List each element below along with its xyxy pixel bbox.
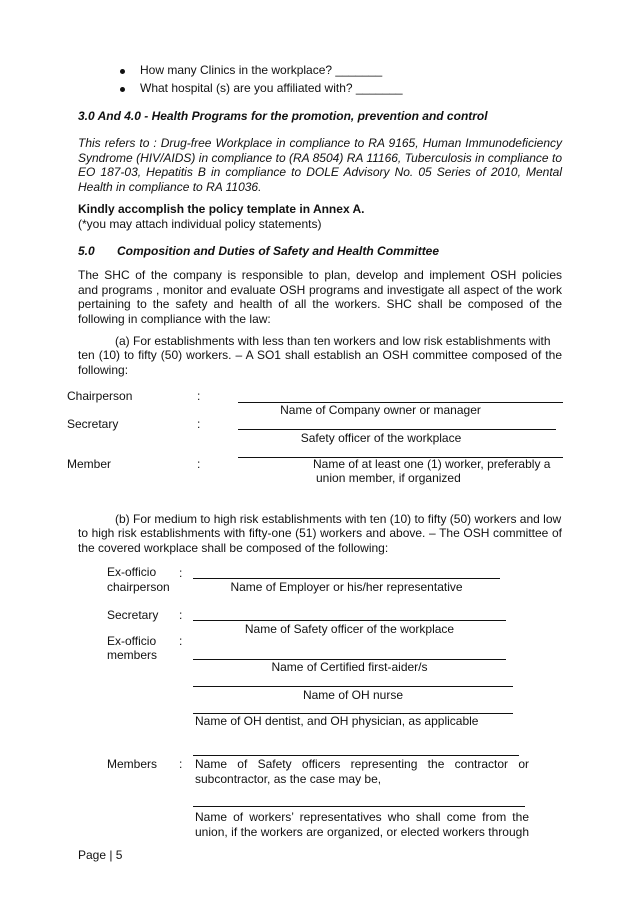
members-colon: : [179, 757, 183, 771]
member-colon: : [197, 457, 201, 471]
member-caption: union member, if organized [316, 471, 461, 485]
section-5-line: The SHC of the company is responsible to plan, develop and implement OSH policies [78, 268, 562, 282]
members-signature-line [193, 755, 519, 756]
member-label: Member [67, 457, 112, 471]
members-label: Members [107, 757, 158, 771]
safety-officers-caption [195, 757, 529, 786]
members-caption-line: Name of Safety officers representing the contractor or [195, 757, 529, 771]
section-5-title: Composition and Duties of Safety and Health Committee [117, 244, 440, 258]
section-5-number: 5.0 [78, 244, 95, 258]
members-caption-line: union, if the workers are organized, or elected workers through [195, 824, 529, 839]
ex-officio-chair-label: Ex-officio [107, 565, 157, 579]
chairperson-colon: : [197, 389, 201, 403]
section-3-body [78, 136, 562, 194]
oh-nurse-caption: Name of OH nurse [302, 688, 404, 702]
section-3-line: Syndrome (HIV/AIDS) in compliance to (RA 8504) RA 11166, Tuberculosis in compliance to [78, 150, 562, 165]
secretary-colon: : [197, 417, 201, 431]
ex-officio-members-label: members [107, 648, 158, 662]
page-number: Page | 5 [78, 848, 123, 862]
bullet-dot [120, 87, 125, 92]
members-caption-line: Name of workers’ representatives who shall come from the [195, 810, 529, 824]
b-secretary-signature-line [193, 620, 506, 621]
b-secretary-colon: : [179, 608, 183, 622]
section-5-intro [78, 268, 562, 326]
ex-officio-chair-colon: : [179, 566, 183, 580]
bullet-dot [120, 69, 125, 74]
section-5-line: and programs , monitor and evaluate OSH programs and investigate all aspect of the work [78, 282, 562, 297]
secretary-caption: Safety officer of the workplace [300, 431, 462, 445]
workers-rep-caption [195, 810, 529, 839]
ex-officio-chair-signature-line [193, 578, 500, 579]
oh-nurse-signature-line [193, 686, 513, 687]
chairperson-caption: Name of Company owner or manager [280, 403, 481, 417]
section-3-line: Health in compliance to RA 11036. [78, 179, 262, 194]
ex-officio-chair-caption: Name of Employer or his/her representative [230, 580, 463, 594]
section-3-heading: 3.0 And 4.0 - Health Programs for the promotion, prevention and control [78, 109, 488, 123]
section-5-line: pertaining to the safety and health of all the workers. SHC shall be composed of the [78, 297, 562, 312]
part-a-line: (a) For establishments with less than ten workers and low risk establishments with [115, 334, 551, 348]
clinics-question: How many Clinics in the workplace? _______ [140, 63, 383, 77]
policy-instruction: Kindly accomplish the policy template in Annex A. [78, 202, 365, 216]
part-a-body [78, 348, 562, 377]
secretary-signature-line [238, 429, 556, 430]
b-secretary-caption: Name of Safety officer of the workplace [244, 622, 455, 636]
part-b-body [78, 526, 562, 555]
part-b-line: the covered workplace shall be composed of the following: [78, 540, 389, 555]
part-a-line: following: [78, 362, 129, 377]
part-a-line: ten (10) to fifty (50) workers. – A SO1 shall establish an OSH committee composed of the [78, 348, 562, 362]
part-b-line: (b) For medium to high risk establishments with ten (10) to fifty (50) workers and low [115, 512, 562, 526]
ex-officio-members-label: Ex-officio [107, 634, 157, 648]
oh-dentist-caption: Name of OH dentist, and OH physician, as applicable [195, 714, 479, 728]
workers-rep-signature-line [193, 806, 525, 807]
members-caption-line: subcontractor, as the case may be, [195, 771, 382, 786]
first-aider-caption: Name of Certified first-aider/s [271, 660, 428, 674]
hospital-question: What hospital (s) are you affiliated with? _______ [140, 81, 403, 95]
section-3-line: This refers to : Drug-free Workplace in compliance to RA 9165, Human Immunodeficiency [78, 136, 562, 150]
section-3-line: EO 187-03, Hepatitis B in compliance to DOLE Advisory No. 05 Series of 2010, Mental [78, 165, 562, 180]
ex-officio-members-colon: : [179, 634, 183, 648]
part-b-line: to high risk establishments with fifty-one (51) workers and above. – The OSH committee of [78, 526, 562, 540]
section-5-line: following in compliance with the law: [78, 311, 271, 326]
member-caption: Name of at least one (1) worker, preferably a [313, 457, 551, 471]
b-secretary-label: Secretary [107, 608, 159, 622]
chairperson-label: Chairperson [67, 389, 133, 403]
ex-officio-chair-label: chairperson [107, 580, 170, 594]
secretary-label: Secretary [67, 417, 119, 431]
policy-note: (*you may attach individual policy statements) [78, 217, 322, 231]
